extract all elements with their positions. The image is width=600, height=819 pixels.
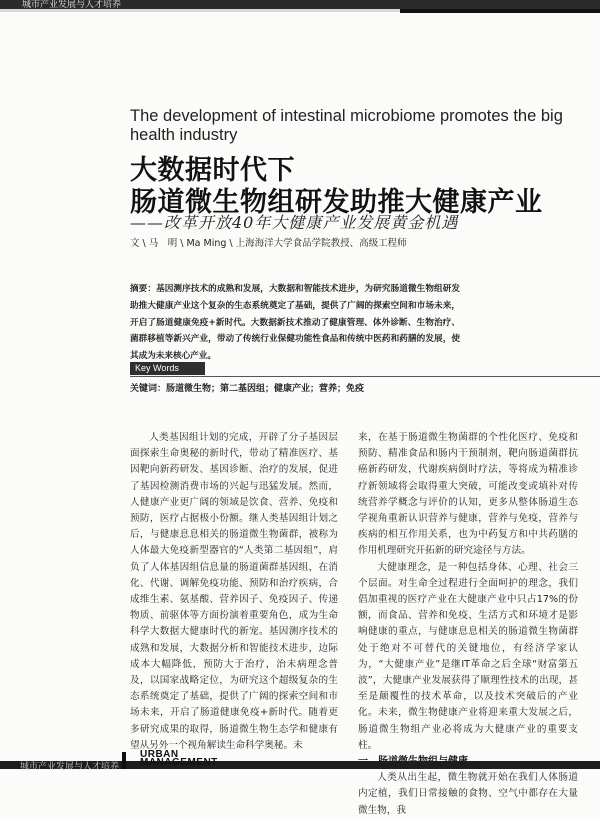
abstract xyxy=(130,281,460,365)
keywords-badge: Key Words xyxy=(130,362,205,375)
body-column-left xyxy=(130,430,338,754)
chinese-title-line2: 肠道微生物组研发助推大健康产业 xyxy=(130,187,543,218)
running-title: 城市产业发展与人才培养 xyxy=(22,0,122,10)
english-title: The development of intestinal microbiome promotes the big health industry xyxy=(130,107,563,144)
brand-logo xyxy=(140,751,218,767)
footer-mark xyxy=(122,752,126,769)
brand-line2: MANAGEMENT xyxy=(140,757,218,768)
body-paragraph: 人类基因组计划的完成，开辟了分子基因层面探索生命奥秘的新时代，带动了精准医疗、基因靶向新药研发、基因诊断、治疗的发展，促进了基因检测消费市场的兴起与迅猛发展。然而，人健康产业更广阔的领域是饮食、营养、免疫和预防，医疗占据极小份额。继人类基因组计划之后，与健康息息相关的肠道微生物菌群，被称为人体最大免疫新型器官的“人类第二基因组”，肩负了人体基因组信息量的肠道菌群基因组，在消化、代谢、调解免疫功能、预防和治疗疾病，合成维生素、氨基酸、营养因子、免疫因子、传递物质、前驱体等方面扮演着重要角色，成为生命科学大数据大健康时代的新宠。基因测序技术的成熟和发展，大数据分析和智能技术进步，边际成本大幅降低，预防大于治疗，治未病理念普及，以国家战略定位，为研究这个超级复杂的生态系统奠定了基础，提供了广阔的探索空间和市场未来，开启了肠道健康免疫+新时代。随着更多研究成果的取得，肠道微生物生态学和健康有望从另外一个视角解读生命科学奥秘。未 xyxy=(130,432,338,751)
running-header xyxy=(0,0,600,9)
header-rule xyxy=(400,9,600,13)
body-paragraph: 大健康理念，是一种包括身体、心理、社会三个层面。对生命全过程进行全面呵护的理念，我们倡加重视的医疗产业在大健康产业中只占17%的份额，而食品、营养和免疫、生活方式和环境才是影响健康的重点，与健康息息相关的肠道微生物菌群处于绝对不可替代的关键地位，有经济学家认为，“大健康产业”是继IT革命之后全球“财富第五波”，大健康产业发展获得了顺理性技术的出现，甚至是颠覆性的技术革命，以及技术突破后的产业化。未来，微生物健康产业将迎来重大发展之后，肠道微生物组产业必将成为大健康产业的重要支柱。 xyxy=(358,561,578,751)
keywords-text: 关键词：肠道微生物；第二基因组；健康产业；营养；免疫 xyxy=(130,384,365,394)
subtitle: ——改革开放40年大健康产业发展黄金机遇 xyxy=(130,213,459,232)
body-paragraph: 来，在基于肠道微生物菌群的个性化医疗、免疫和预防、精准食品和肠内干预制剂，靶向肠道菌群抗癌新药研发，代谢疾病倒时疗法，等将成为精准诊疗新领域将会取得重大突破，可能改变或填补对传统营养学概念与评价的认知，更多从整体肠道生态学视角重新认识营养与健康，营养与免疫，营养与疾病的相互作用关系，也为中药复方和中共药膳的作用机理研究开拓新的研究途径与方法。 xyxy=(358,432,578,557)
keywords-rule xyxy=(130,376,600,377)
abstract-label: 摘要： xyxy=(130,284,157,294)
author-line: 文 \ 马 明 \ Ma Ming \ 上海海洋大学食品学院教授、高级工程师 xyxy=(130,238,407,249)
footer-left-text: 城市产业发展与人才培养 xyxy=(20,762,120,772)
brand-line1: URBAN xyxy=(140,749,179,760)
chinese-title-line1: 大数据时代下 xyxy=(130,155,295,186)
body-paragraph: 人类从出生起，微生物就开始在我们人体肠道内定植，我们日常接触的食物、空气中都存在大量微生物，我 xyxy=(358,772,578,816)
abstract-text: 基因测序技术的成熟和发展，大数据和智能技术进步，为研究肠道微生物组研发助推大健康产业这个复杂的生态系统奠定了基础，提供了广阔的探索空间和市场未来，开启了肠道健康免疫+新时代。大数据新技术推动了健康管理、体外诊断、生物治疗、菌群移植等新兴产业，带动了传统行业保健功能性食品和传统中医药和药膳的发展，使其成为未来核心产业。 xyxy=(130,284,460,362)
